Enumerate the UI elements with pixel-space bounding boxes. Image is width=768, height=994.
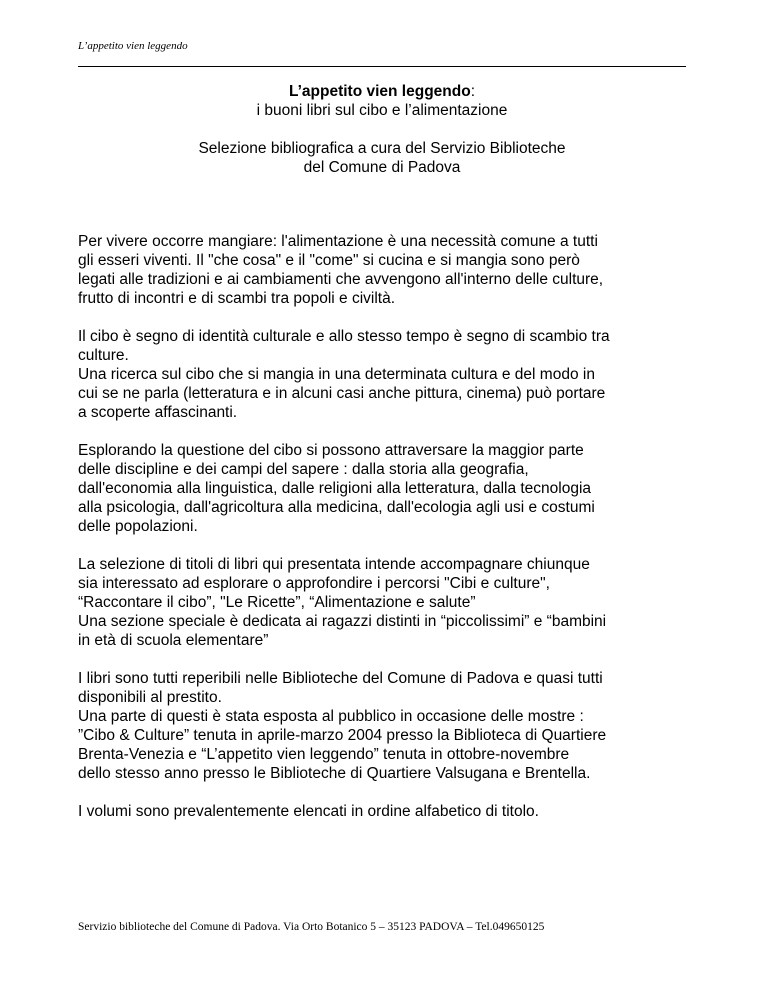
title-colon: : (470, 83, 476, 100)
text-line: a scoperte affascinanti. (78, 404, 238, 421)
text-line: legati alle tradizioni e ai cambiamenti che avvengono all'interno delle culture, (78, 271, 604, 288)
text-line: in età di scuola elementare” (78, 632, 269, 649)
text-line: Una sezione speciale è dedicata ai ragazzi distinti in “piccolissimi” e “bambini (78, 613, 607, 630)
paragraph-4 (78, 555, 698, 650)
text-line: Il cibo è segno di identità culturale e allo stesso tempo è segno di scambio tra (78, 328, 610, 345)
text-line: delle popolazioni. (78, 518, 198, 535)
text-line: ”Cibo & Culture” tenuta in aprile-marzo 2004 presso la Biblioteca di Quartiere (78, 727, 607, 744)
paragraph-6 (78, 802, 698, 821)
text-line: Una parte di questi è stata esposta al pubblico in occasione delle mostre : (78, 708, 584, 725)
title-block (78, 82, 686, 177)
text-line: delle discipline e dei campi del sapere : dalla storia alla geografia, (78, 461, 529, 478)
credit-line-1: Selezione bibliografica a cura del Servizio Biblioteche (198, 140, 566, 157)
paragraph-2 (78, 327, 698, 422)
text-line: dall'economia alla linguistica, dalle religioni alla letteratura, dalla tecnologia (78, 480, 592, 497)
text-line: cui se ne parla (letteratura e in alcuni casi anche pittura, cinema) può portare (78, 385, 606, 402)
body-text (78, 232, 698, 840)
header-divider (78, 66, 686, 67)
text-line: I volumi sono prevalentemente elencati in ordine alfabetico di titolo. (78, 803, 539, 820)
text-line: I libri sono tutti reperibili nelle Biblioteche del Comune di Padova e quasi tutti (78, 670, 603, 687)
paragraph-3 (78, 441, 698, 536)
paragraph-5 (78, 669, 698, 783)
text-line: culture. (78, 347, 129, 364)
text-line: Per vivere occorre mangiare: l'alimentazione è una necessità comune a tutti (78, 233, 598, 250)
text-line: frutto di incontri e di scambi tra popoli e civiltà. (78, 290, 396, 307)
text-line: La selezione di titoli di libri qui presentata intende accompagnare chiunque (78, 556, 590, 573)
document-title-line (78, 82, 686, 101)
text-line: Esplorando la questione del cibo si possono attraversare la maggior parte (78, 442, 584, 459)
text-line: “Raccontare il cibo”, "Le Ricette”, “Alimentazione e salute” (78, 594, 476, 611)
text-line: alla psicologia, dall'agricoltura alla medicina, dall'ecologia agli usi e costumi (78, 499, 595, 516)
text-line: Brenta-Venezia e “L’appetito vien leggendo” tenuta in ottobre-novembre (78, 746, 570, 763)
text-line: Una ricerca sul cibo che si mangia in una determinata cultura e del modo in (78, 366, 595, 383)
text-line: gli esseri viventi. Il "che cosa" e il "come" si cucina e si mangia sono però (78, 252, 580, 269)
credit-line-2: del Comune di Padova (303, 159, 461, 176)
page-footer: Servizio biblioteche del Comune di Padova. Via Orto Botanico 5 – 35123 PADOVA – Tel.049650125 (78, 921, 545, 933)
text-line: disponibili al prestito. (78, 689, 222, 706)
paragraph-1 (78, 232, 698, 308)
text-line: dello stesso anno presso le Biblioteche di Quartiere Valsugana e Brentella. (78, 765, 591, 782)
document-subtitle: i buoni libri sul cibo e l’alimentazione (256, 102, 508, 119)
text-line: sia interessato ad esplorare o approfondire i percorsi "Cibi e culture", (78, 575, 550, 592)
running-header: L’appetito vien leggendo (78, 40, 188, 52)
document-title: L’appetito vien leggendo (288, 83, 471, 100)
title-spacer (78, 120, 686, 139)
